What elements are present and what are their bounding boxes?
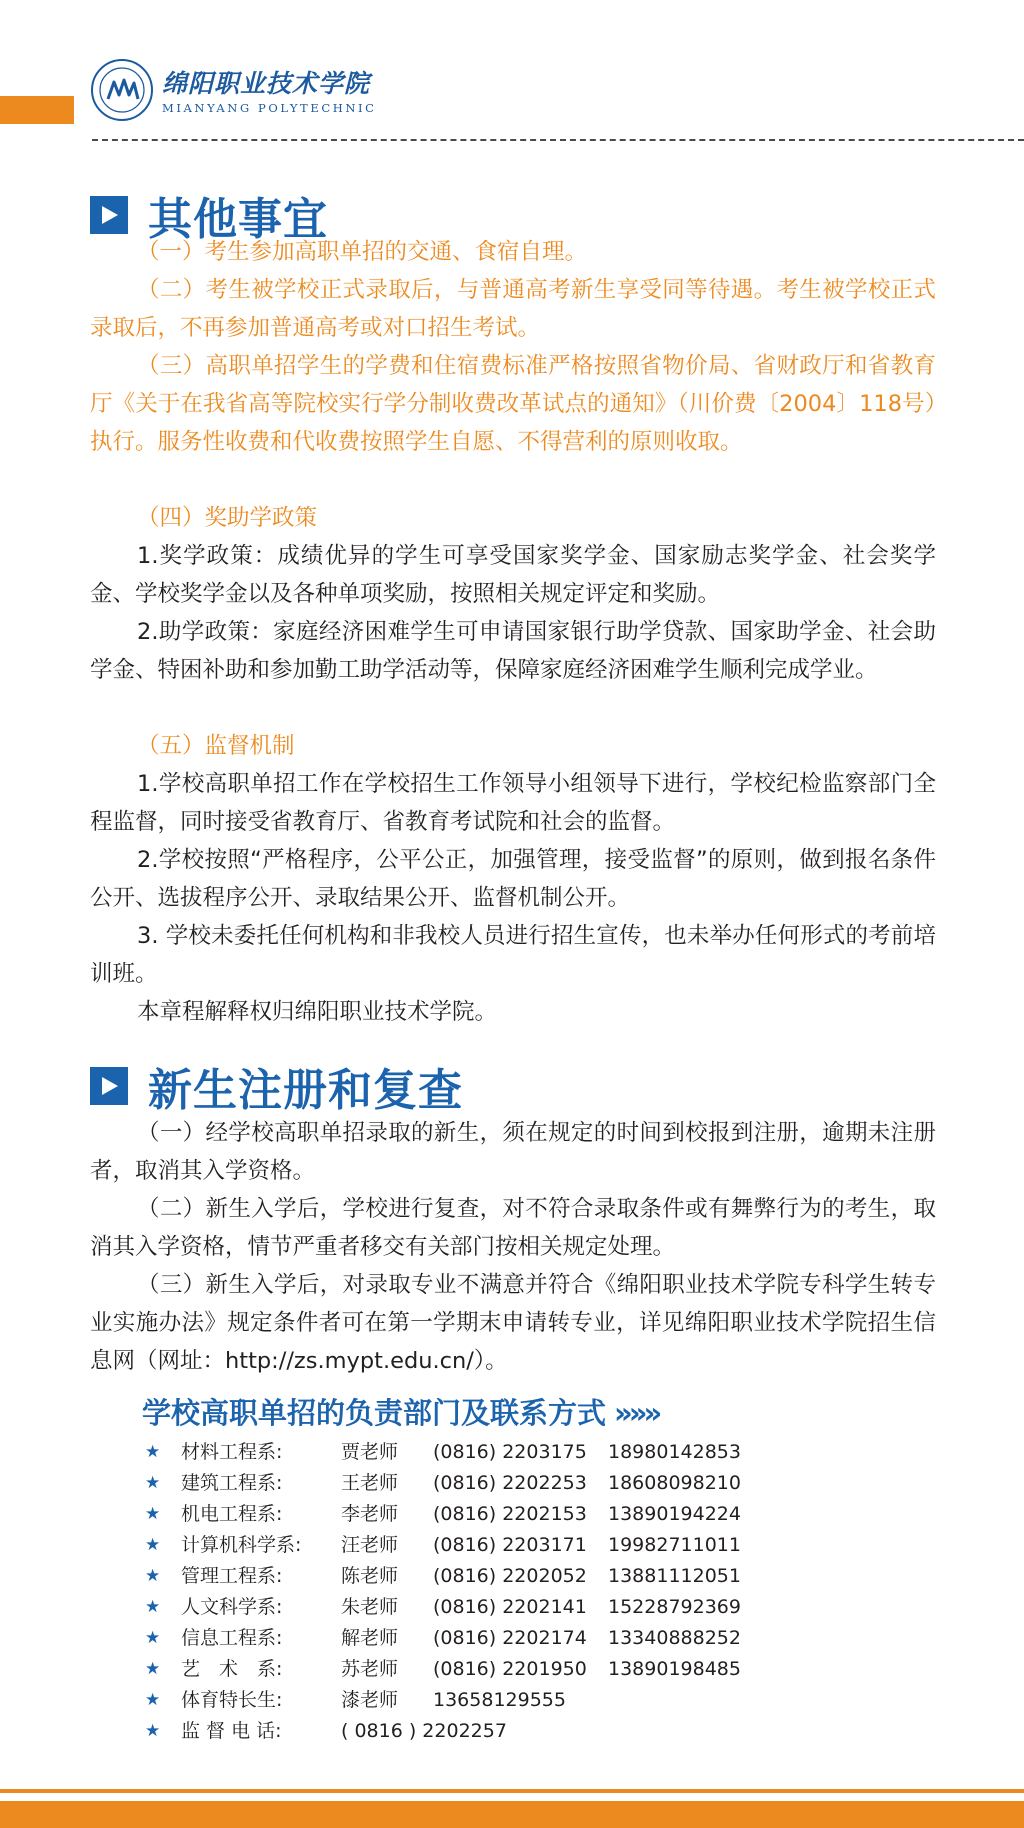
contact-dept: 材料工程系: [181,1441,283,1463]
contact-tel: (0816) 2202253 [433,1472,587,1494]
star-icon: ★ [145,1473,161,1493]
contact-mobile: 13890194224 [608,1503,741,1525]
contact-tel: (0816) 2203175 [433,1441,587,1463]
paragraph-scholarship: 1.奖学政策：成绩优异的学生可享受国家奖学金、国家励志奖学金、社会奖学金、学校奖学金以及各种单项奖励，按照相关规定评定和奖励。 [90,543,936,607]
contact-person: 朱老师 [341,1596,399,1618]
star-icon: ★ [145,1721,161,1741]
contact-dept: 人文科学系: [181,1596,283,1618]
star-icon: ★ [145,1442,161,1462]
section-title: 新生注册和复查 [148,1065,463,1116]
arrows-icon: »»» [614,1396,659,1430]
section-title: 其他事宜 [148,194,328,245]
contact-person: 解老师 [341,1627,399,1649]
contact-dept: 体育特长生: [181,1689,283,1711]
footer-line [0,1789,1024,1793]
paragraph-registration: （一）经学校高职单招录取的新生，须在规定的时间到校报到注册，逾期未注册者，取消其入学资格。 [90,1120,936,1184]
school-name-en: MIANYANG POLYTECHNIC [162,101,377,115]
footer-bar [0,1801,1024,1828]
contact-person: 汪老师 [341,1534,399,1556]
play-marker-icon [90,1067,128,1105]
play-marker-icon [90,196,128,234]
contact-person: 李老师 [341,1503,399,1525]
contact-mobile: 19982711011 [608,1534,741,1556]
contact-mobile: 13881112051 [608,1565,741,1587]
star-icon: ★ [145,1659,161,1679]
contact-mobile: 15228792369 [608,1596,741,1618]
contact-dept: 管理工程系: [181,1565,283,1587]
contact-tel: (0816) 2203171 [433,1534,587,1556]
contact-dept: 计算机科学系: [181,1534,302,1556]
paragraph-supervision-1: 1.学校高职单招工作在学校招生工作领导小组领导下进行，学校纪检监察部门全程监督，同时接受省教育厅、省教育考试院和社会的监督。 [90,771,936,835]
header-divider [92,139,1024,141]
supervision-tel: ( 0816 ) 2202257 [341,1720,507,1742]
contact-person: 王老师 [341,1472,399,1494]
paragraph-treatment: （二）考生被学校正式录取后，与普通高考新生享受同等待遇。考生被学校正式录取后，不再参加普通高考或对口招生考试。 [90,277,936,341]
contact-mobile: 13340888252 [608,1627,741,1649]
paragraph-supervision-2: 2.学校按照“严格程序，公平公正，加强管理，接受监督”的原则，做到报名条件公开、选拔程序公开、录取结果公开、监督机制公开。 [90,847,936,911]
contact-dept: 机电工程系: [181,1503,283,1525]
contact-dept: 艺 术 系: [181,1658,283,1680]
contact-person: 陈老师 [341,1565,399,1587]
contacts-title-text: 学校高职单招的负责部门及联系方式 [142,1396,607,1430]
contacts-title [142,1391,658,1432]
star-icon: ★ [145,1628,161,1648]
star-icon: ★ [145,1535,161,1555]
contact-tel: (0816) 2201950 [433,1658,587,1680]
contact-tel: 13658129555 [433,1689,566,1711]
star-icon: ★ [145,1597,161,1617]
contact-mobile: 18980142853 [608,1441,741,1463]
supervision-label: 监 督 电 话: [181,1720,282,1742]
paragraph-review: （二）新生入学后，学校进行复查，对不符合录取条件或有舞弊行为的考生，取消其入学资格，情节严重者移交有关部门按相关规定处理。 [90,1196,936,1260]
paragraph-financial-aid: 2.助学政策：家庭经济困难学生可申请国家银行助学贷款、国家助学金、社会助学金、特困补助和参加勤工助学活动等，保障家庭经济困难学生顺利完成学业。 [90,619,936,683]
contact-tel: (0816) 2202052 [433,1565,587,1587]
contact-mobile: 13890198485 [608,1658,741,1680]
header-orange-tab [0,96,74,124]
school-seal-icon [90,58,154,122]
contact-mobile: 18608098210 [608,1472,741,1494]
star-icon: ★ [145,1690,161,1710]
school-name-cn: 绵阳职业技术学院 [162,69,371,98]
contact-person: 苏老师 [341,1658,399,1680]
contact-dept: 信息工程系: [181,1627,283,1649]
contact-dept: 建筑工程系: [181,1472,283,1494]
paragraph-transfer: （三）新生入学后，对录取专业不满意并符合《绵阳职业技术学院专科学生转专业实施办法》规定条件者可在第一学期末申请转专业，详见绵阳职业技术学院招生信息网（网址：http://zs.mypt.edu.cn/）。 [90,1272,936,1374]
section-heading-registration [90,1054,463,1118]
paragraph-interpretation: 本章程解释权归绵阳职业技术学院。 [137,999,498,1025]
star-icon: ★ [145,1504,161,1524]
contact-tel: (0816) 2202153 [433,1503,587,1525]
paragraph-supervision-3: 3. 学校未委托任何机构和非我校人员进行招生宣传，也未举办任何形式的考前培训班。 [90,923,936,987]
paragraph-travel: （一）考生参加高职单招的交通、食宿自理。 [137,239,588,265]
subheading-supervision: （五）监督机制 [137,733,295,759]
contact-person: 漆老师 [341,1689,399,1711]
contact-person: 贾老师 [341,1441,399,1463]
contact-tel: (0816) 2202174 [433,1627,587,1649]
subheading-scholarship: （四）奖助学政策 [137,505,318,531]
contact-tel: (0816) 2202141 [433,1596,587,1618]
paragraph-fees: （三）高职单招学生的学费和住宿费标准严格按照省物价局、省财政厅和省教育厅《关于在我省高等院校实行学分制收费改革试点的通知》（川价费〔2004〕118号）执行。服务性收费和代收费按照学生自愿、不得营利的原则收取。 [90,353,936,455]
star-icon: ★ [145,1566,161,1586]
